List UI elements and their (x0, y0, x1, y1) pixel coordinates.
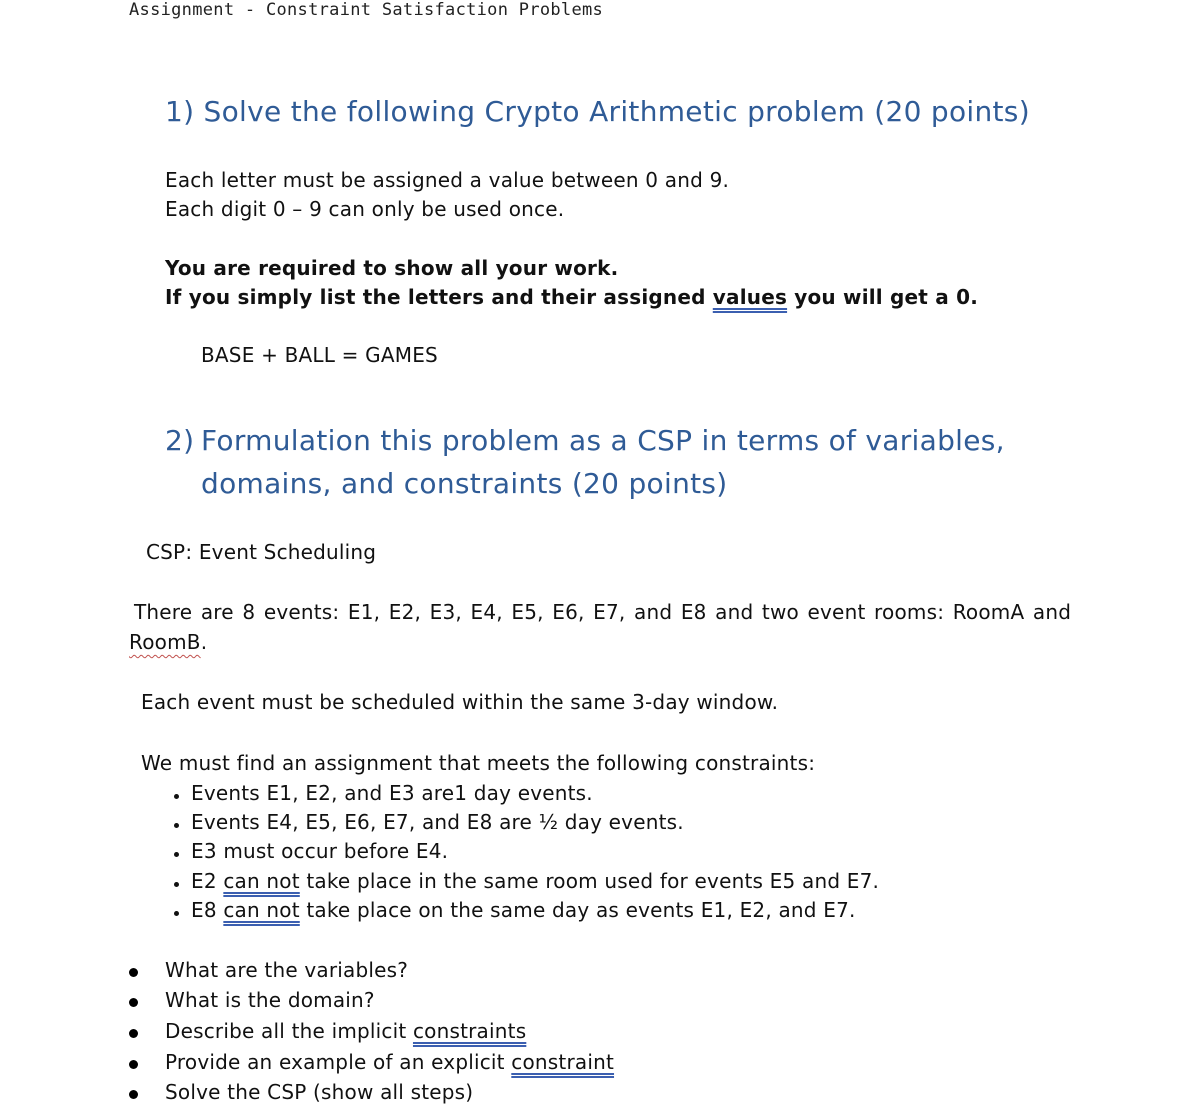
constraint-4-end: take place in the same room used for events E5 and E7. (299, 869, 880, 893)
explicit-constraint-start: Provide an example of an explicit (165, 1050, 512, 1074)
roomb-word: RoomB (129, 630, 201, 654)
question-2-heading-line-2: domains, and constraints (20 points) (201, 467, 728, 500)
bullet-dot (174, 852, 179, 857)
time-window-statement: Each event must be scheduled within the same 3-day window. (141, 690, 779, 714)
constraint-5 (191, 898, 856, 922)
bullet-dot (129, 998, 138, 1007)
constraint-2: Events E4, E5, E6, E7, and E8 are ½ day events. (191, 810, 684, 834)
question-domain: What is the domain? (165, 988, 375, 1012)
bullet-dot (129, 1090, 138, 1099)
constraint-5-start: E8 (191, 898, 224, 922)
bullet-dot (174, 882, 179, 887)
constraint-1: Events E1, E2, and E3 are1 day events. (191, 781, 593, 805)
constraint-5-end: take place on the same day as events E1, E2, and E7. (299, 898, 856, 922)
q1-rule-line-1: Each letter must be assigned a value between 0 and 9. (165, 168, 730, 192)
constraint-word: constraint (511, 1050, 615, 1074)
q1-rule-line-2: Each digit 0 – 9 can only be used once. (165, 197, 565, 221)
constraint-3: E3 must occur before E4. (191, 839, 449, 863)
bullet-dot (174, 823, 179, 828)
question-1-heading: 1) Solve the following Crypto Arithmetic problem (20 points) (165, 95, 1030, 128)
bullet-dot (174, 794, 179, 799)
bullet-dot (129, 968, 138, 977)
question-variables: What are the variables? (165, 958, 409, 982)
question-2-heading-line-1: Formulation this problem as a CSP in terms of variables, (201, 424, 1005, 457)
constraint-4 (191, 869, 879, 893)
bullet-dot (129, 1060, 138, 1069)
question-solve-csp: Solve the CSP (show all steps) (165, 1080, 474, 1104)
values-word: values (712, 285, 788, 309)
warning-text-start: If you simply list the letters and their assigned (165, 285, 713, 309)
events-description-period: . (200, 630, 208, 654)
can-not-phrase: can not (223, 898, 300, 922)
q1-show-work-notice: You are required to show all your work. (165, 256, 619, 280)
crypto-equation: BASE + BALL = GAMES (201, 343, 438, 367)
implicit-constraints-start: Describe all the implicit (165, 1019, 413, 1043)
constraints-intro: We must find an assignment that meets the following constraints: (141, 751, 816, 775)
events-description-line-1: There are 8 events: E1, E2, E3, E4, E5, E6, E7, and E8 and two event rooms: RoomA and (134, 600, 1072, 624)
question-explicit-constraint (165, 1050, 614, 1074)
csp-title: CSP: Event Scheduling (146, 540, 377, 564)
q1-zero-score-warning (165, 285, 978, 309)
document-header: Assignment - Constraint Satisfaction Problems (129, 0, 604, 20)
question-implicit-constraints (165, 1019, 526, 1043)
events-description-line-2 (129, 630, 207, 654)
constraints-word: constraints (412, 1019, 527, 1043)
warning-text-end: you will get a 0. (787, 285, 979, 309)
bullet-dot (174, 911, 179, 916)
can-not-phrase: can not (223, 869, 300, 893)
bullet-dot (129, 1029, 138, 1038)
question-2-number: 2) (165, 424, 195, 457)
constraint-4-start: E2 (191, 869, 224, 893)
